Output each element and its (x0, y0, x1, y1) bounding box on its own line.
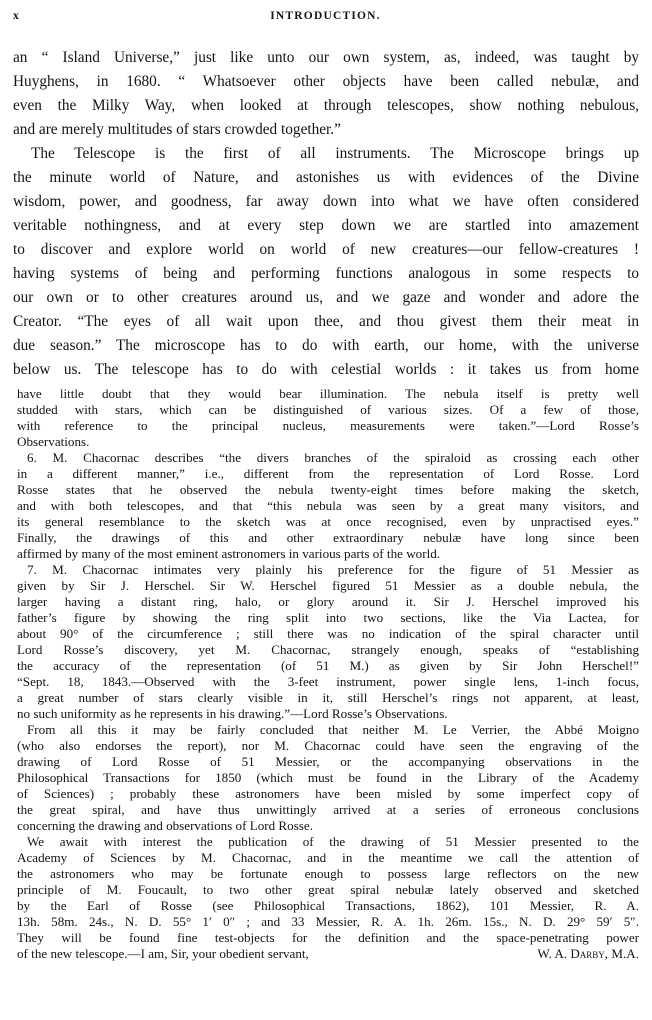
text-line: the minute world of Nature, and astonishes us with evidences of the Divine (13, 169, 639, 186)
text-line: We await with interest the publication of the drawing of 51 Messier presented to the (27, 834, 639, 849)
text-line: The Telescope is the first of all instruments. The Microscope brings up (31, 145, 639, 162)
text-line: by the Earl of Rosse (see Philosophical Transactions, 1862), 101 Messier, R. A. (17, 898, 639, 913)
text-line: of Sciences) ; probably these astronomers have been misled by some imperfect copy of (17, 786, 639, 801)
text-line: and are merely multitudes of stars crowded together.” (13, 121, 341, 138)
text-line: 7. M. Chacornac intimates very plainly his preference for the figure of 51 Messier as (27, 562, 639, 577)
text-line: in a different manner,” i.e., different from the representation of Lord Rosse. Lord (17, 466, 639, 481)
text-line: studded with stars, which can be distinguished of various sizes. Of a few of those, (17, 402, 639, 417)
text-line: father’s figure by showing the ring split into two sections, like the Via Lactea, for (17, 610, 639, 625)
text-line: given by Sir J. Herschel. Sir W. Herschel figured 51 Messier as a double nebula, the (17, 578, 639, 593)
text-line: and with both telescopes, and that “this nebula was seen by a great many visitors, and (17, 498, 639, 513)
text-line: “Sept. 18, 1843.—Observed with the 3-feet instrument, power single lens, 1-inch focus, (17, 674, 639, 689)
text-line: the accuracy of the representation (of 51 M.) as given by Sir John Herschel!” (17, 658, 639, 673)
text-line: concerning the drawing and observations of Lord Rosse. (17, 818, 313, 833)
text-line: with reference to the principal nucleus, measurements were taken.”—Lord Rosse’s (17, 418, 639, 433)
text-line: of the new telescope.—I am, Sir, your obedient servant, (17, 946, 309, 961)
text-line: Philosophical Transactions for 1850 (which must be found in the Library of the Academy (17, 770, 639, 785)
text-line: the great spiral, and have thus unwittingly arrived at a series of erroneous conclusions (17, 802, 639, 817)
text-line: due season.” The microscope has to do with earth, our home, with the universe (13, 337, 639, 354)
text-line: veritable nothingness, and at every step down we are startled into amazement (13, 217, 639, 234)
text-line: Academy of Sciences by M. Chacornac, and in the meantime we call the attention of (17, 850, 639, 865)
text-line: (who also endorses the report), nor M. Chacornac could have seen the engraving of the (17, 738, 639, 753)
text-line: our own or to other creatures around us, and we gaze and wonder and adore the (13, 289, 639, 306)
text-line: 13h. 58m. 24s., N. D. 55° 1′ 0″ ; and 33 Messier, R. A. 1h. 26m. 15s., N. D. 29° 59′ 5″. (17, 914, 639, 929)
page-number: x (13, 10, 20, 22)
text-line: an “ Island Universe,” just like unto our own system, as, indeed, was taught by (13, 49, 639, 66)
running-title: INTRODUCTION. (270, 10, 381, 22)
text-line: affirmed by many of the most eminent astronomers in various parts of the world. (17, 546, 441, 561)
text-line: even the Milky Way, when looked at through telescopes, show nothing nebulous, (13, 97, 639, 114)
running-header (13, 10, 638, 26)
text-line: Huyghens, in 1680. “ Whatsoever other objects have been called nebulæ, and (13, 73, 639, 90)
signature: W. A. Darby, M.A. (537, 946, 639, 961)
text-line: Creator. “The eyes of all wait upon thee, and thou givest them their meat in (13, 313, 639, 330)
text-line: 6. M. Chacornac describes “the divers branches of the spiraloid as crossing each other (27, 450, 639, 465)
text-line: larger having a distant ring, halo, or glory around it. Sir J. Herschel improved his (17, 594, 639, 609)
text-line: no such uniformity as he represents in his drawing.”—Lord Rosse’s Observations. (17, 706, 448, 721)
text-line: Lord Rosse’s discovery, yet M. Chacornac, strangely enough, speaks of “establishing (17, 642, 639, 657)
text-line: the astronomers who may be fortunate enough to possess large reflectors on the new (17, 866, 639, 881)
text-line: Rosse states that he observed the nebula twenty-eight times before making the sketch, (17, 482, 639, 497)
text-line: its general resemblance to the sketch was at once recognised, even by unpractised eyes.” (17, 514, 639, 529)
text-line: wisdom, power, and goodness, far away down into what we have often considered (13, 193, 639, 210)
text-line: a great number of stars clearly visible in it, still Herschel’s rings not apparent, at least, (17, 690, 639, 705)
text-line: drawing of Lord Rosse of 51 Messier, or the accompanying observations in the (17, 754, 639, 769)
text-line: They will be found fine test-objects for the definition and the space-penetrating power (17, 930, 639, 945)
closing-line (17, 946, 639, 962)
text-line: Observations. (17, 434, 90, 449)
text-line: about 90° of the circumference ; still there was no indication of the spiral character until (17, 626, 639, 641)
text-line: Finally, the drawings of this and other extraordinary nebulæ have long since been (17, 530, 639, 545)
text-line: principle of M. Foucault, to two other great spiral nebulæ lately observed and sketched (17, 882, 639, 897)
text-line: From all this it may be fairly concluded that neither M. Le Verrier, the Abbé Moigno (27, 722, 639, 737)
text-line: having systems of being and performing functions analogous in some respects to (13, 265, 639, 282)
text-line: below us. The telescope has to do with celestial worlds : it takes us from home (13, 361, 639, 378)
text-line: to discover and explore world on world of new creatures—our fellow-creatures ! (13, 241, 639, 258)
text-line: have little doubt that they would bear illumination. The nebula itself is pretty well (17, 386, 639, 401)
